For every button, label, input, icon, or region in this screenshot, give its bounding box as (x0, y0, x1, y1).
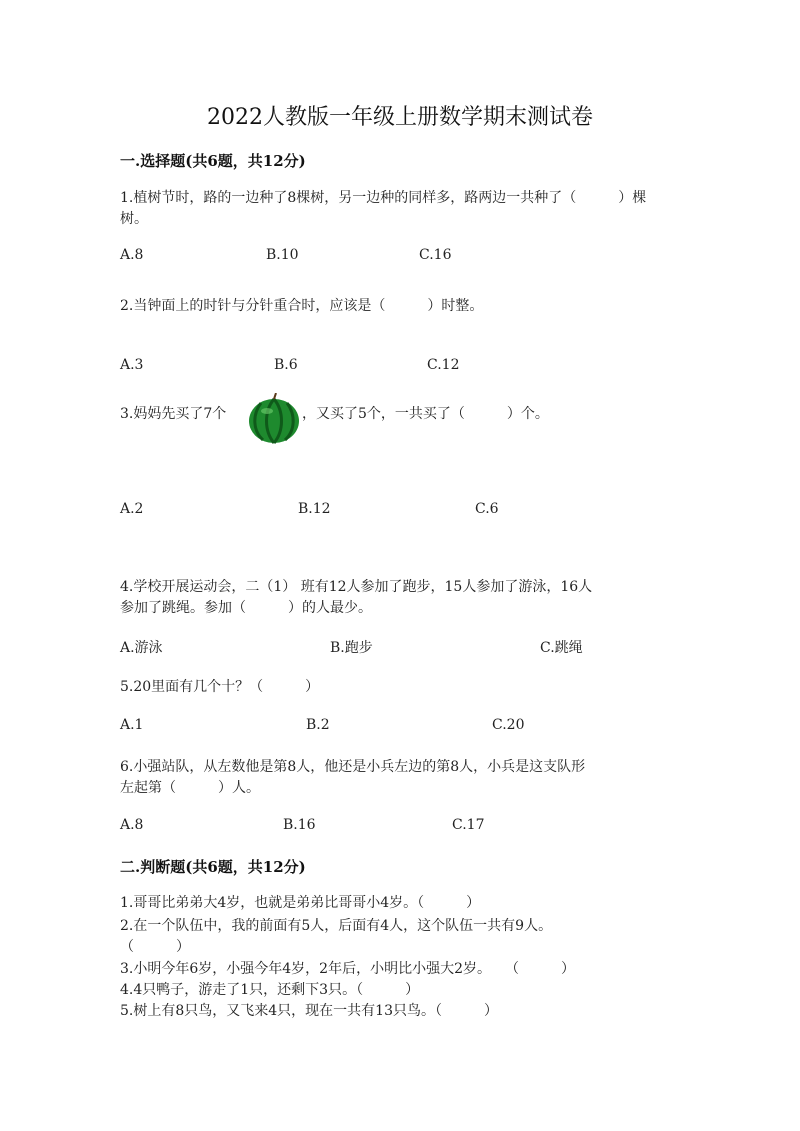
question-2-option-b: B.6 (274, 357, 298, 373)
question-4-option-b: B.跑步 (330, 640, 373, 656)
question-1-option-b: B.10 (266, 247, 299, 263)
question-4-line-1: 4.学校开展运动会，二（1） 班有12人参加了跑步，15人参加了游泳，16人 (120, 579, 593, 595)
section-heading-judgement: 二.判断题(共6题，共12分) (120, 858, 306, 876)
question-5-option-b: B.2 (306, 717, 330, 733)
judge-item-2: 2.在一个队伍中，我的前面有5人，后面有4人，这个队伍一共有9人。 (120, 918, 553, 934)
section-heading-choice: 一.选择题(共6题，共12分) (120, 152, 306, 170)
question-3-option-a: A.2 (120, 501, 144, 517)
question-5-option-c: C.20 (492, 717, 525, 733)
question-2-option-a: A.3 (120, 357, 144, 373)
question-4-option-c: C.跳绳 (540, 640, 583, 656)
question-6-option-c: C.17 (452, 817, 485, 833)
question-1-option-a: A.8 (120, 247, 144, 263)
question-4-line-2: 参加了跳绳。参加（ ）的人最少。 (120, 600, 372, 616)
question-6-line-2: 左起第（ ）人。 (120, 780, 260, 796)
question-3-part-a: 3.妈妈先买了7个 (120, 406, 227, 422)
judge-item-4: 4.4只鸭子，游走了1只，还剩下3只。（ ） (120, 982, 420, 998)
judge-item-5: 5.树上有8只鸟，又飞来4只，现在一共有13只鸟。（ ） (120, 1003, 498, 1019)
question-4-option-a: A.游泳 (120, 640, 163, 656)
judge-item-3: 3.小明今年6岁，小强今年4岁，2年后，小明比小强大2岁。 （ ） (120, 961, 575, 977)
page-title: 2022人教版一年级上册数学期末测试卷 (207, 105, 593, 130)
question-2-option-c: C.12 (427, 357, 460, 373)
question-2-line-1: 2.当钟面上的时针与分针重合时，应该是（ ）时整。 (120, 298, 484, 314)
question-6-line-1: 6.小强站队，从左数他是第8人，他还是小兵左边的第8人，小兵是这支队形 (120, 759, 586, 775)
question-6-option-a: A.8 (120, 817, 144, 833)
question-3-option-b: B.12 (298, 501, 331, 517)
question-3-part-b: ，又买了5个，一共买了（ ）个。 (302, 406, 549, 422)
judge-item-1: 1.哥哥比弟弟大4岁，也就是弟弟比哥哥小4岁。（ ） (120, 895, 481, 911)
judge-item-2-blank: （ ） (120, 939, 190, 955)
watermelon-icon (247, 393, 301, 445)
question-1-line-2: 树。 (120, 211, 148, 227)
question-6-option-b: B.16 (283, 817, 316, 833)
question-1-line-1: 1.植树节时，路的一边种了8棵树，另一边种的同样多，路两边一共种了（ ）棵 (120, 190, 647, 206)
question-5-option-a: A.1 (120, 717, 144, 733)
question-3-option-c: C.6 (475, 501, 499, 517)
question-5-line-1: 5.20里面有几个十？（ ） (120, 679, 320, 695)
question-1-option-c: C.16 (419, 247, 452, 263)
